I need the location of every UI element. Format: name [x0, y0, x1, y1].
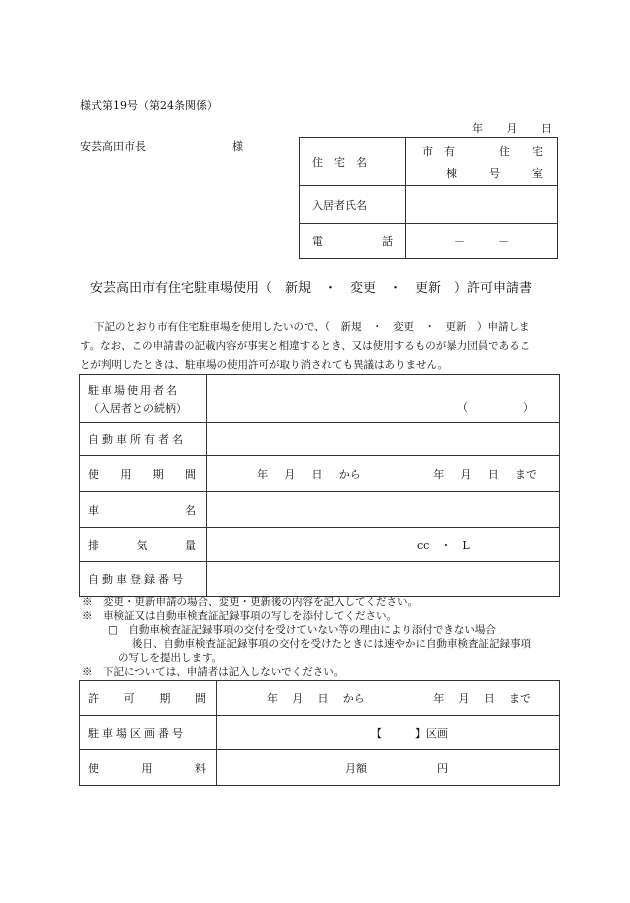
office-table: [79, 680, 560, 786]
phone-label-char: 話: [382, 235, 393, 248]
label-char: 間: [184, 467, 196, 481]
permit-month-2: 月: [458, 692, 470, 705]
label-char: 気: [136, 538, 148, 552]
relation-paren: （ ）: [457, 400, 534, 414]
note-2: ※ 車検証又は自動車検査証記録事項の写しを添付してください。: [82, 610, 397, 622]
address-char: 市: [422, 144, 433, 158]
fee-yen: 円: [437, 761, 448, 775]
applicant-box: [299, 137, 558, 259]
address-char: 棟: [446, 166, 457, 180]
section-label: 駐車場区画番号: [80, 716, 217, 750]
label-char: 名: [185, 503, 196, 517]
period-day-2: 日: [487, 467, 499, 481]
resident-label: 入居者氏名: [300, 186, 406, 224]
label-char: 許: [88, 692, 99, 705]
permit-to: まで: [509, 692, 531, 705]
fee-field[interactable]: [217, 750, 560, 786]
label-char: 使: [88, 761, 99, 775]
address-char: 室: [532, 166, 543, 180]
main-table: [79, 374, 560, 597]
phone-field[interactable]: － －: [406, 224, 558, 259]
note-5: の写しを提出します。: [118, 652, 223, 664]
resident-field[interactable]: [406, 186, 558, 224]
period-from: から: [338, 467, 361, 481]
date-year: 年: [472, 122, 483, 135]
label-char: 期: [159, 692, 171, 705]
permit-day-2: 日: [483, 692, 495, 705]
label-char: 車: [88, 503, 99, 517]
address-char: 号: [489, 166, 500, 180]
addressee-honorific: 様: [232, 140, 243, 153]
note-1: ※ 変更・更新申請の場合、変更・更新後の内容を記入してください。: [82, 596, 418, 608]
label-char: 用: [120, 467, 132, 481]
address-char: 宅: [532, 144, 543, 158]
permit-month-1: 月: [292, 692, 304, 705]
owner-field[interactable]: [207, 423, 560, 456]
fee-label: [80, 750, 217, 786]
section-field[interactable]: 【 】区画: [217, 716, 560, 750]
form-number: 様式第19号（第24条関係）: [80, 99, 218, 112]
addressee-name: 安芸高田市長: [80, 140, 146, 153]
period-label: [80, 456, 207, 492]
period-month-1: 月: [284, 467, 296, 481]
address-field[interactable]: [406, 138, 558, 186]
period-day-1: 日: [311, 467, 323, 481]
phone-label: [300, 224, 406, 259]
label-char: 期: [152, 467, 164, 481]
label-char: 料: [195, 761, 206, 775]
period-year-2: 年: [433, 467, 445, 481]
date-line: [472, 120, 552, 136]
permit-day-1: 日: [317, 692, 329, 705]
date-month: 月: [506, 122, 518, 135]
permit-year-2: 年: [433, 692, 445, 705]
displacement-label: [80, 528, 207, 562]
label-char: 可: [123, 692, 135, 705]
permit-year-1: 年: [267, 692, 278, 705]
note-3: □ 自動車検査証記録事項の交付を受けていない等の理由により添付できない場合: [108, 624, 496, 636]
owner-label: 自動車所有者名: [80, 423, 207, 456]
permit-label: [80, 681, 217, 716]
user-label-text: 駐車場使用者名: [88, 383, 179, 397]
note-4: 後日、自動車検査証記録事項の交付を受けたときには速やかに自動車検査証記録事項: [132, 638, 531, 650]
intro-line-1: 下記のとおり市有住宅駐車場を使用したいので、（ 新規 ・ 変更 ・ 更新 ）申請しま: [94, 321, 530, 333]
displacement-field[interactable]: cc ・ L: [207, 528, 560, 562]
registration-label: 自動車登録番号: [80, 562, 207, 597]
label-char: 排: [88, 538, 99, 552]
user-label: [80, 375, 207, 423]
phone-label-char: 電: [312, 235, 323, 248]
address-char: 有: [444, 144, 455, 158]
car-label: [80, 492, 207, 528]
period-year-1: 年: [257, 467, 268, 481]
intro-line-2: す。なお、この申請書の記載内容が事実と相違するとき、又は使用するものが暴力団員であるこ: [80, 340, 531, 352]
label-char: 使: [88, 467, 99, 481]
registration-field[interactable]: [207, 562, 560, 597]
label-char: 用: [141, 761, 153, 775]
address-char: 住: [499, 144, 510, 158]
fee-monthly: 月額: [345, 761, 367, 775]
address-label: 住 宅 名: [300, 138, 406, 186]
car-field[interactable]: [207, 492, 560, 528]
note-6: ※ 下記については、申請者は記入しないでください。: [82, 666, 345, 678]
document-title: 安芸高田市有住宅駐車場使用（ 新規 ・ 変更 ・ 更新 ）許可申請書: [90, 281, 533, 296]
permit-from: から: [342, 692, 365, 705]
period-field[interactable]: [207, 456, 560, 492]
period-month-2: 月: [460, 467, 472, 481]
user-label-sub: （入居者との続柄）: [88, 401, 187, 415]
permit-field[interactable]: [217, 681, 560, 716]
notes: [82, 595, 531, 679]
period-to: まで: [515, 467, 537, 481]
user-field[interactable]: [207, 375, 560, 423]
label-char: 量: [185, 538, 196, 552]
label-char: 間: [194, 692, 206, 705]
intro-line-3: とが判明したときは、駐車場の使用許可が取り消されても異議はありません。: [80, 359, 449, 371]
date-day: 日: [541, 122, 552, 135]
